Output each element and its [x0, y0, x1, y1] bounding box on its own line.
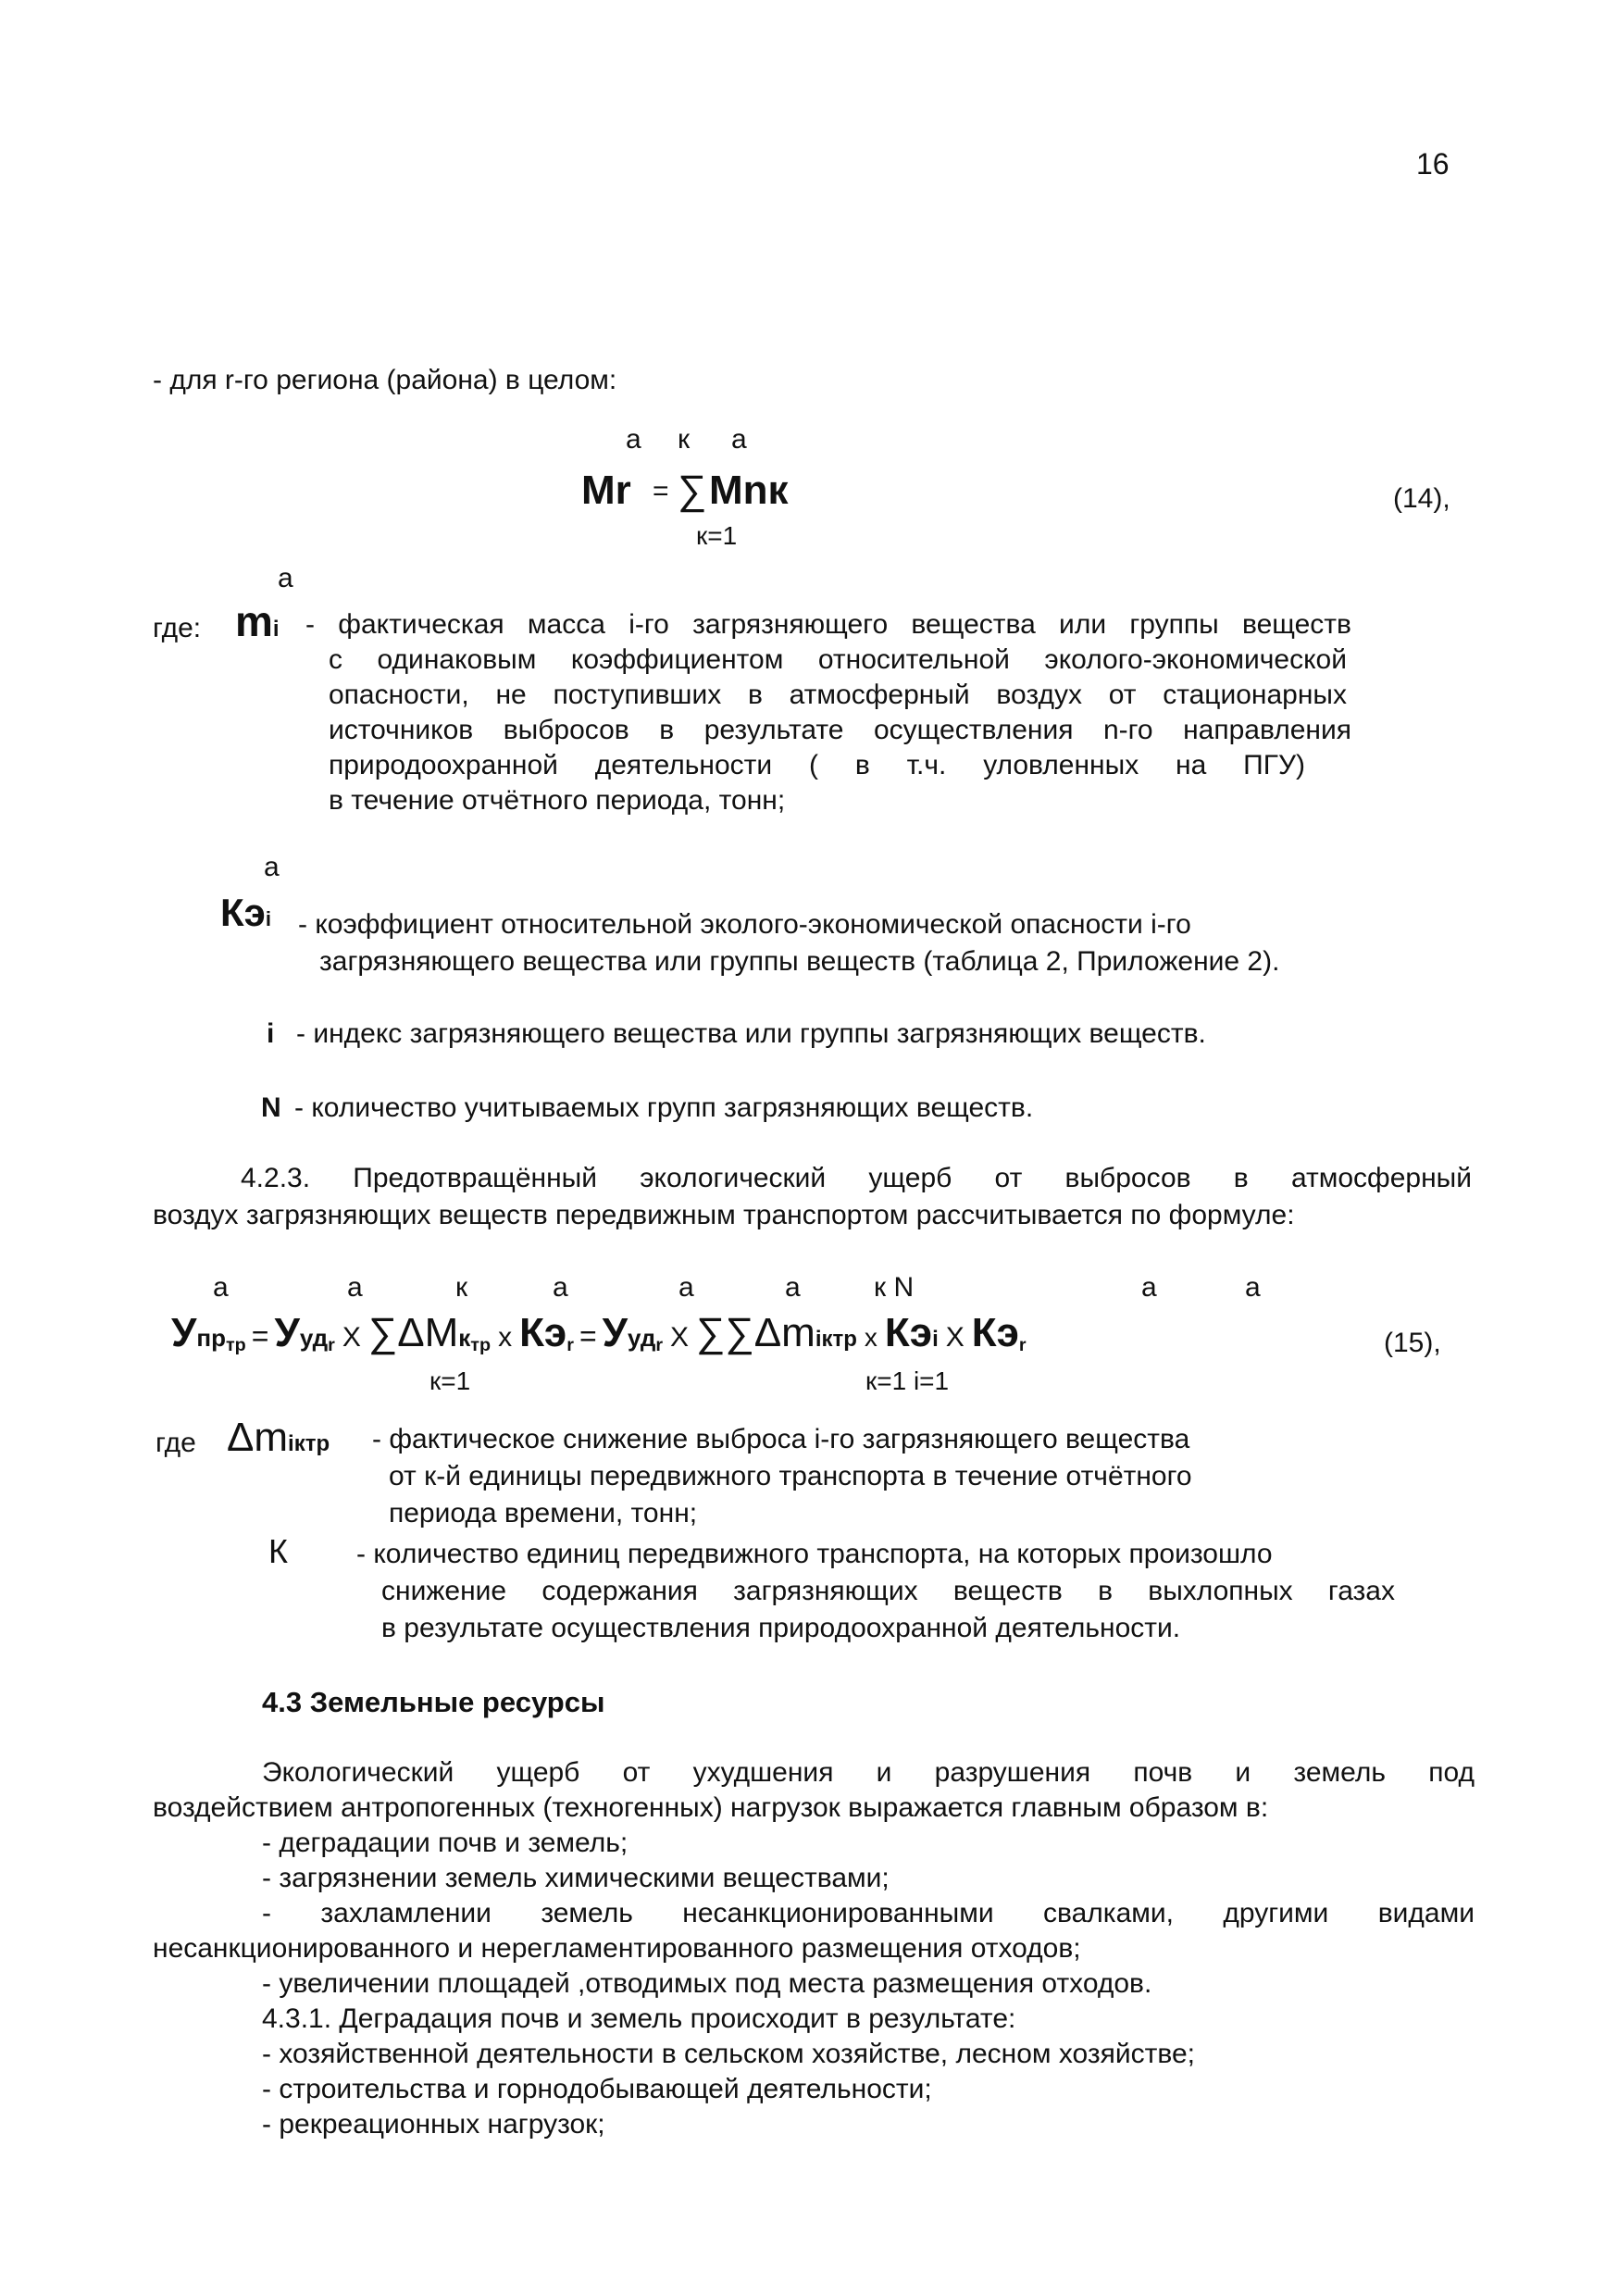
para-423-line-1: 4.2.3. Предотвращённый экологический ущерб от выбросов в атмосферный [241, 1163, 1472, 1193]
def-dm-line-3: периода времени, тонн; [389, 1498, 698, 1529]
symbol-i: i [267, 1018, 275, 1049]
def-m-line-4: источников выбросов в результате осуществления n-го направления [329, 715, 1351, 745]
f15-sup-8: a [1141, 1272, 1157, 1303]
def-dm-line-2: от к-й единицы передвижного транспорта в течение отчётного [389, 1461, 1192, 1491]
where-superscript-a: a [278, 563, 293, 593]
list-431-item-3: - рекреационных нагрузок; [262, 2109, 605, 2140]
f14-lhs: Mr [581, 468, 631, 513]
f15-lower-limit-2: к=1 i=1 [865, 1366, 950, 1395]
where-label: где: [153, 613, 202, 643]
f14-lower-limit: к=1 [696, 521, 738, 550]
para-43-line-2: воздействием антропогенных (техногенных) нагрузок выражается главным образом в: [153, 1792, 1269, 1823]
list-43-item-3-line-1: - захламлении земель несанкционированными свалками, другими видами [262, 1898, 1475, 1928]
def-m-line-2: с одинаковым коэффициентом относительной эколого-экономической [329, 644, 1347, 675]
def-ke-line-1: - коэффициент относительной эколого-экономической опасности i-го [298, 909, 1191, 940]
list-431-item-1: - хозяйственной деятельности в сельском хозяйстве, лесном хозяйстве; [262, 2039, 1195, 2069]
def-k-line-3: в результате осуществления природоохранной деятельности. [381, 1613, 1181, 1643]
f14-number: (14), [1393, 483, 1450, 514]
f14-sup-a1: a [626, 424, 641, 455]
f15-sup-3: к [455, 1272, 468, 1303]
where-label-2: где [156, 1428, 196, 1458]
f15-sup-5: a [678, 1272, 694, 1303]
def-m-line-6: в течение отчётного периода, тонн; [329, 785, 786, 816]
intro-text: - для r-го региона (района) в целом: [153, 365, 617, 395]
f15-sup-6: a [785, 1272, 801, 1303]
f15-sup-4: a [553, 1272, 568, 1303]
def-k-line-1: - количество единиц передвижного транспорта, на которых произошло [356, 1539, 1273, 1569]
def-m-line-5: природоохранной деятельности ( в т.ч. уловленных на ПГУ) [329, 750, 1305, 780]
heading-4-3: 4.3 Земельные ресурсы [262, 1686, 605, 1718]
f14-equals: = [653, 476, 669, 506]
def-ke-line-2: загрязняющего вещества или группы веществ (таблица 2, Приложение 2). [319, 946, 1280, 977]
symbol-n: N [261, 1092, 281, 1123]
f15-sup-1: a [213, 1272, 229, 1303]
f14-sup-k: к [678, 424, 691, 455]
symbol-dm: Δmiктр [227, 1415, 330, 1460]
list-43-item-4: - увеличении площадей ,отводимых под места размещения отходов. [262, 1968, 1152, 1999]
list-43-item-1: - деградации почв и земель; [262, 1828, 629, 1858]
para-423-line-2: воздух загрязняющих веществ передвижным транспортом рассчитывается по формуле: [153, 1200, 1295, 1230]
para-431: 4.3.1. Деградация почв и земель происходит в результате: [262, 2003, 1016, 2034]
def-m-line-1: - фактическая масса i-го загрязняющего вещества или группы веществ [305, 609, 1351, 640]
def-m-line-3: опасности, не поступивших в атмосферный воздух от стационарных [329, 680, 1347, 710]
f14-sum: ∑ [678, 468, 707, 513]
symbol-k-count: К [268, 1532, 288, 1570]
f15-formula-line: Упр$_{тр}$ = Ууд$_r$ X ∑ΔMк$_{тр}$ x $Кэ_r = Ууд_r$ X ∑∑Δmiктр x Кэi X $Кэ_r$ [171, 1310, 1027, 1355]
symbol-m: mi [235, 597, 280, 645]
def-n-text: - количество учитываемых групп загрязняющих веществ. [294, 1092, 1034, 1123]
f15-sup-2: a [347, 1272, 363, 1303]
ke-superscript: a [264, 852, 280, 882]
def-dm-line-1: - фактическое снижение выброса i-го загрязняющего вещества [372, 1424, 1190, 1454]
list-43-item-2: - загрязнении земель химическими веществами; [262, 1863, 890, 1893]
def-i-text: - индекс загрязняющего вещества или группы загрязняющих веществ. [296, 1018, 1206, 1049]
f15-sup-7: к N [874, 1272, 915, 1303]
f15-number: (15), [1384, 1328, 1441, 1358]
list-43-item-3-line-2: несанкционированного и нерегламентированного размещения отходов; [153, 1933, 1081, 1964]
page-number: 16 [1416, 147, 1450, 181]
symbol-ke: Кэi [220, 891, 271, 934]
f14-sup-a2: a [731, 424, 747, 455]
f15-lower-limit-1: к=1 [429, 1366, 471, 1395]
para-43-line-1: Экологический ущерб от ухудшения и разрушения почв и земель под [262, 1757, 1475, 1788]
def-k-line-2: снижение содержания загрязняющих веществ в выхлопных газах [381, 1576, 1395, 1606]
f14-rhs: Mnк [709, 468, 789, 513]
list-431-item-2: - строительства и горнодобывающей деятельности; [262, 2074, 932, 2104]
f15-sup-9: a [1245, 1272, 1261, 1303]
